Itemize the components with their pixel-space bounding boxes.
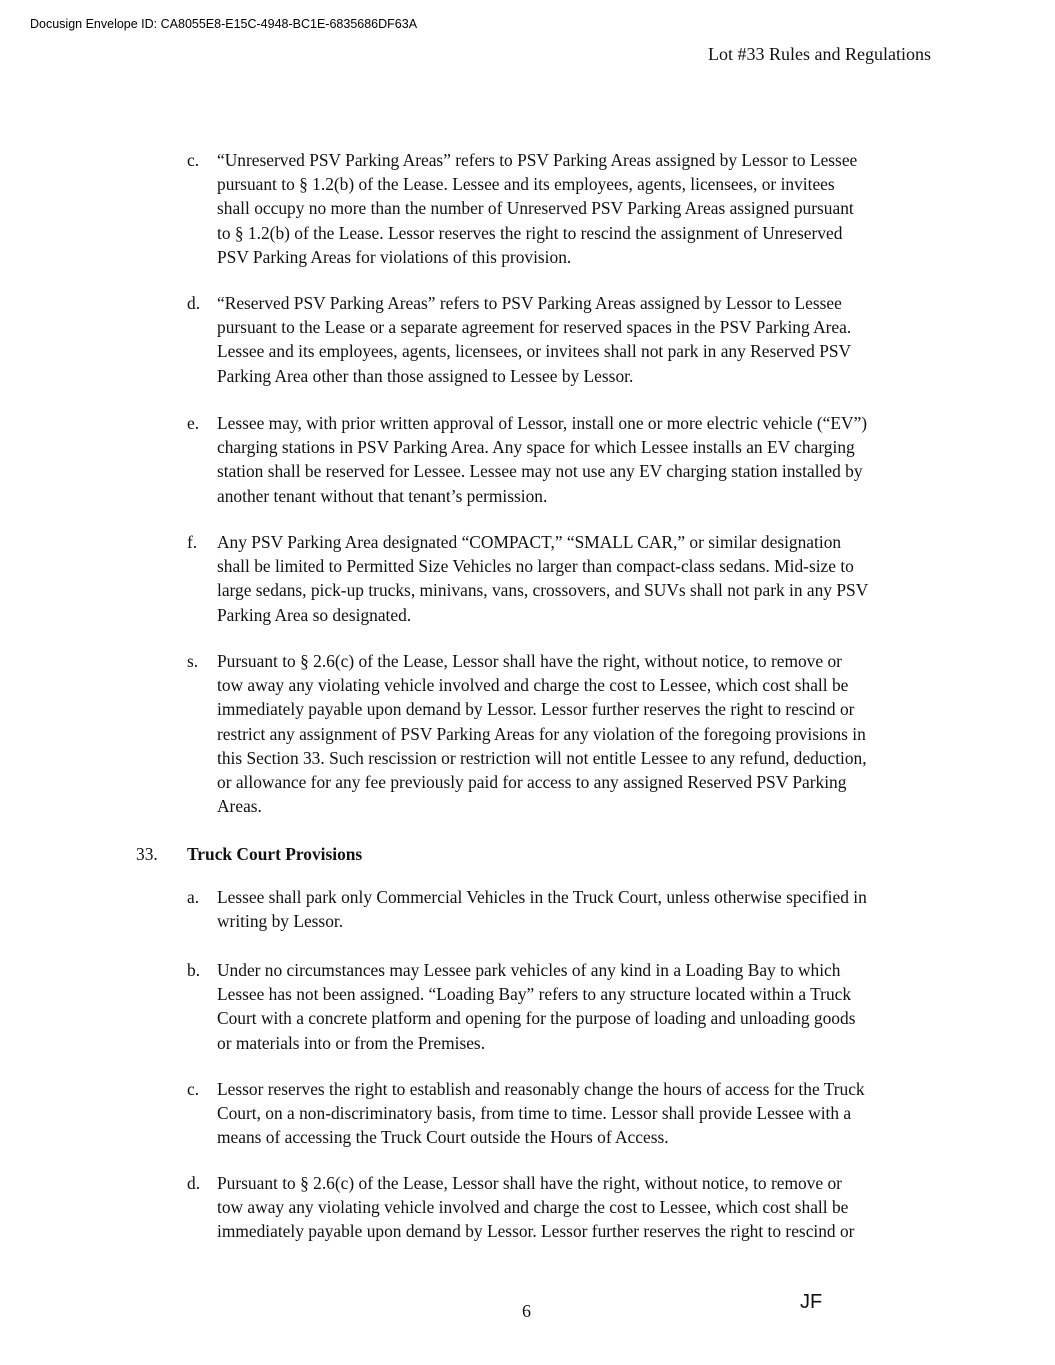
text-line: PSV Parking Areas for violations of this provision. — [217, 246, 572, 267]
text-line: Lessee may, with prior written approval of Lessor, install one or more electric vehicle (“EV”) — [217, 413, 868, 433]
text-line: Parking Area so designated. — [217, 604, 412, 625]
item-text — [217, 1171, 937, 1244]
text-line: immediately payable upon demand by Lessor. Lessor further reserves the right to rescind or — [217, 1221, 855, 1242]
text-line: shall be limited to Permitted Size Vehicles no larger than compact-class sedans. Mid-size to — [217, 556, 854, 577]
signer-initials: JF — [800, 1291, 823, 1313]
text-line: tow away any violating vehicle involved and charge the cost to Lessee, which cost shall be — [217, 1197, 849, 1218]
text-line: Parking Area other than those assigned to Lessee by Lessor. — [217, 365, 634, 386]
item-text — [217, 148, 937, 269]
text-line: Pursuant to § 2.6(c) of the Lease, Lessor shall have the right, without notice, to remove or — [217, 1173, 842, 1193]
text-line: Lessor reserves the right to establish and reasonably change the hours of access for the Truck — [217, 1079, 865, 1099]
item-label: c. — [187, 150, 200, 170]
text-line: pursuant to § 1.2(b) of the Lease. Lessee and its employees, agents, licensees, or invitees — [217, 174, 835, 195]
item-label: d. — [187, 1173, 201, 1193]
text-line: station shall be reserved for Lessee. Lessee may not use any EV charging station installed by — [217, 461, 863, 482]
page-number: 6 — [522, 1301, 531, 1321]
item-label: d. — [187, 293, 201, 313]
text-line: large sedans, pick-up trucks, minivans, vans, crossovers, and SUVs shall not park in any PSV — [217, 580, 869, 601]
text-line: this Section 33. Such rescission or restriction will not entitle Lessee to any refund, deduction, — [217, 747, 867, 768]
text-line: Areas. — [217, 796, 262, 817]
text-line: charging stations in PSV Parking Area. Any space for which Lessee installs an EV charging — [217, 437, 855, 458]
envelope-id: Docusign Envelope ID: CA8055E8-E15C-4948-BC1E-6835686DF63A — [30, 17, 418, 31]
item-text — [217, 649, 937, 818]
item-text — [217, 411, 937, 508]
text-line: Pursuant to § 2.6(c) of the Lease, Lessor shall have the right, without notice, to remove or — [217, 651, 842, 671]
text-line: tow away any violating vehicle involved and charge the cost to Lessee, which cost shall be — [217, 675, 849, 696]
text-line: Court, on a non-discriminatory basis, from time to time. Lessor shall provide Lessee with a — [217, 1103, 852, 1124]
item-label: e. — [187, 413, 200, 433]
item-text — [217, 885, 937, 933]
text-line: another tenant without that tenant’s permission. — [217, 485, 548, 506]
text-line: Lessee and its employees, agents, licensees, or invitees shall not park in any Reserved PSV — [217, 341, 852, 362]
text-line: Any PSV Parking Area designated “COMPACT,” “SMALL CAR,” or similar designation — [217, 532, 842, 552]
item-label: c. — [187, 1079, 200, 1099]
text-line: immediately payable upon demand by Lessor. Lessor further reserves the right to rescind or — [217, 699, 855, 720]
item-text — [217, 291, 937, 388]
text-line: Lessee shall park only Commercial Vehicles in the Truck Court, unless otherwise specified in — [217, 887, 867, 907]
running-header: Lot #33 Rules and Regulations — [708, 44, 931, 64]
text-line: shall occupy no more than the number of Unreserved PSV Parking Areas assigned pursuant — [217, 198, 854, 219]
item-label: a. — [187, 887, 200, 907]
text-line: restrict any assignment of PSV Parking Areas for any violation of the foregoing provisions in — [217, 723, 866, 744]
text-line: pursuant to the Lease or a separate agreement for reserved spaces in the PSV Parking Area. — [217, 317, 852, 338]
text-line: “Unreserved PSV Parking Areas” refers to PSV Parking Areas assigned by Lessor to Lessee — [217, 150, 858, 170]
item-label: s. — [187, 651, 199, 671]
text-line: “Reserved PSV Parking Areas” refers to PSV Parking Areas assigned by Lessor to Lessee — [217, 293, 842, 313]
item-text — [217, 958, 937, 1055]
section-number: 33. — [136, 844, 158, 864]
section-title: Truck Court Provisions — [187, 844, 363, 864]
item-label: b. — [187, 960, 201, 980]
text-line: Lessee has not been assigned. “Loading Bay” refers to any structure located within a Truck — [217, 984, 852, 1005]
text-line: means of accessing the Truck Court outside the Hours of Access. — [217, 1127, 669, 1148]
text-line: to § 1.2(b) of the Lease. Lessor reserves the right to rescind the assignment of Unreserved — [217, 222, 843, 243]
text-line: or allowance for any fee previously paid for access to any assigned Reserved PSV Parking — [217, 772, 847, 793]
text-line: Under no circumstances may Lessee park vehicles of any kind in a Loading Bay to which — [217, 960, 841, 980]
item-label: f. — [187, 532, 198, 552]
text-line: or materials into or from the Premises. — [217, 1032, 486, 1053]
text-line: Court with a concrete platform and opening for the purpose of loading and unloading goods — [217, 1008, 856, 1029]
item-text — [217, 530, 937, 627]
text-line: writing by Lessor. — [217, 911, 344, 932]
item-text — [217, 1077, 937, 1150]
